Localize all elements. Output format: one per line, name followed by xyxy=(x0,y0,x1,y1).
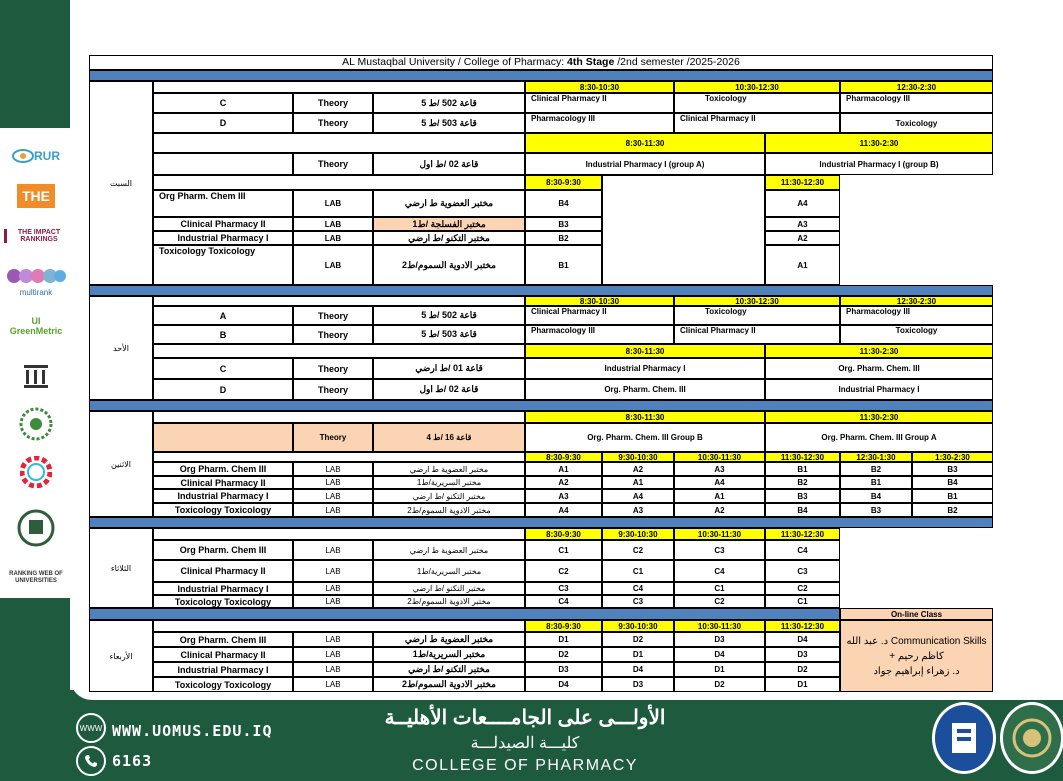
lab-group-code: B1 xyxy=(525,245,602,285)
class-type: Theory xyxy=(293,113,373,133)
institution-icon xyxy=(4,360,68,392)
lab-subject: Clinical Pharmacy II xyxy=(153,476,293,489)
time-header: 11:30-12:30 xyxy=(765,175,840,190)
room: مختبر العضوية ط ارضي xyxy=(373,190,525,217)
lab-group-code: A2 xyxy=(525,476,602,489)
day-label-tuesday: الثلاثاء xyxy=(89,528,153,608)
class-type: LAB xyxy=(293,190,373,217)
lab-group-code: B3 xyxy=(525,217,602,231)
time-header: 12:30-2:30 xyxy=(840,296,993,306)
lab-group-code: D1 xyxy=(674,662,765,677)
phone-number[interactable]: 6163 xyxy=(112,752,153,770)
subject-cell: Toxicology xyxy=(674,306,840,325)
lab-group-code: B2 xyxy=(840,462,912,476)
subject-cell: Toxicology xyxy=(674,93,840,113)
lab-group-code: C1 xyxy=(602,560,674,582)
lab-group-code: A4 xyxy=(525,503,602,517)
lab-group-code: D4 xyxy=(602,662,674,677)
subject-cell: Industrial Pharmacy I (group A) xyxy=(525,153,765,175)
time-header: 1:30-2:30 xyxy=(912,452,993,462)
header-blank xyxy=(153,81,525,93)
lab-group-code: C4 xyxy=(674,560,765,582)
class-type: LAB xyxy=(293,540,373,560)
class-type: LAB xyxy=(293,231,373,245)
website-link[interactable]: WWW.UOMUS.EDU.IQ xyxy=(112,722,273,740)
day-separator xyxy=(89,400,993,411)
room: مختبر التكنو /ط ارضي xyxy=(373,582,525,595)
lab-group-code: D4 xyxy=(525,677,602,692)
class-type: Theory xyxy=(293,325,373,344)
lab-subject: Org Pharm. Chem III xyxy=(153,632,293,647)
class-type: Theory xyxy=(293,306,373,325)
sdg-wheel-icon xyxy=(4,454,68,490)
time-header: 9:30-10:30 xyxy=(602,620,674,632)
room: مختبر التكنو /ط ارضي xyxy=(373,231,525,245)
rur-logo: RUR xyxy=(4,136,68,176)
time-header: 11:30-2:30 xyxy=(765,133,993,153)
group-label: C xyxy=(153,93,293,113)
day-label-monday: الاثنين xyxy=(89,411,153,517)
subject-cell: Clinical Pharmacy II xyxy=(674,325,840,344)
class-type: LAB xyxy=(293,245,373,285)
time-header: 8:30-11:30 xyxy=(525,344,765,358)
lab-group-code: B4 xyxy=(765,503,840,517)
footer-english-college: COLLEGE OF PHARMACY xyxy=(412,757,638,774)
lab-subject: Org Pharm. Chem III xyxy=(153,190,293,217)
lab-group-code: C1 xyxy=(765,595,840,608)
subject-cell: Org. Pharm. Chem. III xyxy=(765,358,993,379)
lab-subject: Industrial Pharmacy I xyxy=(153,662,293,677)
room: مختبر التكنو /ط ارضي xyxy=(373,662,525,677)
multirank-circles-icon xyxy=(6,265,66,287)
group-label: D xyxy=(153,113,293,133)
time-header: 10:30-12:30 xyxy=(674,296,840,306)
lab-group-code: B1 xyxy=(840,476,912,489)
group-label xyxy=(153,153,293,175)
subject-cell: Pharmacology III xyxy=(525,113,674,133)
lab-group-code: B4 xyxy=(912,476,993,489)
lab-group-code: B4 xyxy=(840,489,912,503)
room: مختبر العضوية ط ارضي xyxy=(373,632,525,647)
subject-cell: Industrial Pharmacy I xyxy=(765,379,993,400)
lab-group-code: A2 xyxy=(765,231,840,245)
time-header: 8:30-9:30 xyxy=(525,452,602,462)
lab-group-code: D4 xyxy=(674,647,765,662)
lab-group-code: C2 xyxy=(525,560,602,582)
time-header: 8:30-10:30 xyxy=(525,81,674,93)
class-type: Theory xyxy=(293,358,373,379)
class-type: Theory xyxy=(293,153,373,175)
lab-group-code: B3 xyxy=(912,462,993,476)
lab-group-code: D1 xyxy=(525,632,602,647)
subject-cell: Toxicology xyxy=(840,325,993,344)
ranking-logo-strip xyxy=(0,128,72,598)
group-label: C xyxy=(153,358,293,379)
lab-group-code: B1 xyxy=(912,489,993,503)
lab-group-code: A2 xyxy=(602,462,674,476)
globe-icon: WWW xyxy=(76,713,106,743)
class-type: Theory xyxy=(293,423,373,452)
lab-group-code: C4 xyxy=(602,582,674,595)
lab-group-code: B2 xyxy=(912,503,993,517)
lab-group-code: A2 xyxy=(674,503,765,517)
room: مختبر الادوية السموم/ط2 xyxy=(373,595,525,608)
room: مختبر السريرية/ط1 xyxy=(373,560,525,582)
room: قاعة 02 /ط اول xyxy=(373,379,525,400)
time-header: 10:30-11:30 xyxy=(674,528,765,540)
lab-subject: Toxicology Toxicology xyxy=(153,245,293,285)
day-separator xyxy=(89,70,993,81)
time-header: 9:30-10:30 xyxy=(602,528,674,540)
lab-group-code: A4 xyxy=(674,476,765,489)
room: مختبر العضوية ط ارضي xyxy=(373,462,525,476)
subject-cell: Pharmacology III xyxy=(840,93,993,113)
lab-subject: Org Pharm. Chem III xyxy=(153,540,293,560)
lab-subject: Clinical Pharmacy II xyxy=(153,647,293,662)
subject-cell: Toxicology xyxy=(840,113,993,133)
group-label: A xyxy=(153,306,293,325)
time-header: 10:30-12:30 xyxy=(674,81,840,93)
class-type: LAB xyxy=(293,217,373,231)
class-type: LAB xyxy=(293,632,373,647)
room: مختبر الادوية السموم/ط2 xyxy=(373,245,525,285)
multirank-label: multirank xyxy=(19,287,53,297)
room: مختبر الادوية السموم/ط2 xyxy=(373,677,525,692)
subject-cell: Clinical Pharmacy II xyxy=(525,93,674,113)
lab-group-code: A4 xyxy=(602,489,674,503)
lab-group-code: C3 xyxy=(674,540,765,560)
footer-arabic-college: كليـــة الصيدلـــة xyxy=(470,735,580,752)
time-header: 11:30-2:30 xyxy=(765,344,993,358)
time-header: 10:30-11:30 xyxy=(674,452,765,462)
subject-cell: Industrial Pharmacy I xyxy=(525,358,765,379)
class-type: LAB xyxy=(293,595,373,608)
college-seal-icon xyxy=(1000,702,1063,774)
subject-cell: Pharmacology III xyxy=(525,325,674,344)
phone-icon xyxy=(76,746,106,776)
time-header: 11:30-12:30 xyxy=(765,528,840,540)
lab-group-code: D3 xyxy=(525,662,602,677)
online-class-cell: د. عبد الله Communication Skills + كاظم رحيم د. زهراء إبراهيم جواد xyxy=(840,620,993,692)
group-label: D xyxy=(153,379,293,400)
lab-group-code: C3 xyxy=(602,595,674,608)
time-header: 8:30-9:30 xyxy=(525,528,602,540)
university-seal-icon xyxy=(932,702,996,774)
header-blank xyxy=(153,344,525,358)
arab-universities-logo xyxy=(4,403,68,445)
lab-group-code: D2 xyxy=(525,647,602,662)
subject-cell: Pharmacology III xyxy=(840,306,993,325)
group-label xyxy=(153,423,293,452)
time-header: 8:30-9:30 xyxy=(525,620,602,632)
lab-group-code: D3 xyxy=(674,632,765,647)
eye-icon xyxy=(12,145,34,167)
header-blank xyxy=(153,411,525,423)
lab-subject: Toxicology Toxicology xyxy=(153,677,293,692)
lab-group-code: C1 xyxy=(525,540,602,560)
lab-group-code: D2 xyxy=(674,677,765,692)
subject-cell: Clinical Pharmacy II xyxy=(674,113,840,133)
room: قاعة 503 /ط 5 xyxy=(373,325,525,344)
lab-group-code: A1 xyxy=(674,489,765,503)
lab-group-code: B2 xyxy=(765,476,840,489)
lab-group-code: A4 xyxy=(765,190,840,217)
time-header: 8:30-10:30 xyxy=(525,296,674,306)
lab-group-code: B1 xyxy=(765,462,840,476)
day-label-saturday: السبت xyxy=(89,81,153,285)
class-type: LAB xyxy=(293,462,373,476)
time-header: 10:30-11:30 xyxy=(674,620,765,632)
room: قاعة 01 /ط ارضي xyxy=(373,358,525,379)
room: قاعة 502 /ط 5 xyxy=(373,93,525,113)
lab-subject: Clinical Pharmacy II xyxy=(153,217,293,231)
time-header: 12:30-2:30 xyxy=(840,81,993,93)
lab-group-code: D3 xyxy=(765,647,840,662)
lab-subject: Toxicology Toxicology xyxy=(153,595,293,608)
lab-subject: Toxicology Toxicology xyxy=(153,503,293,517)
lab-group-code: C4 xyxy=(765,540,840,560)
lab-group-code: C4 xyxy=(525,595,602,608)
header-blank xyxy=(153,175,525,190)
class-type: LAB xyxy=(293,503,373,517)
time-header: 8:30-11:30 xyxy=(525,133,765,153)
footer-arabic-title: الأولـــى على الجامــــعات الأهليــة xyxy=(384,707,666,729)
subject-cell: Clinical Pharmacy II xyxy=(525,306,674,325)
lab-group-code: D1 xyxy=(765,677,840,692)
header-blank xyxy=(153,620,525,632)
room: قاعة 503 /ط 5 xyxy=(373,113,525,133)
time-header: 11:30-12:30 xyxy=(765,452,840,462)
time-header: 11:30-12:30 xyxy=(765,620,840,632)
lab-group-code: A3 xyxy=(602,503,674,517)
lab-group-code: D2 xyxy=(765,662,840,677)
class-type: LAB xyxy=(293,476,373,489)
day-separator xyxy=(89,608,840,620)
subject-cell: Industrial Pharmacy I (group B) xyxy=(765,153,993,175)
room: مختبر العضوية ط ارضي xyxy=(373,540,525,560)
room: مختبر السريرية/ط1 xyxy=(373,476,525,489)
class-type: LAB xyxy=(293,489,373,503)
lab-group-code: B4 xyxy=(525,190,602,217)
day-label-wednesday: الأربعاء xyxy=(89,620,153,692)
room: مختبر الفسلجة /ط1 xyxy=(373,217,525,231)
lab-group-code: D1 xyxy=(602,647,674,662)
time-header: 9:30-10:30 xyxy=(602,452,674,462)
class-type: LAB xyxy=(293,560,373,582)
lab-group-code: B3 xyxy=(840,503,912,517)
lab-group-code: C3 xyxy=(525,582,602,595)
lab-group-code: A1 xyxy=(765,245,840,285)
room: مختبر السريرية/ط1 xyxy=(373,647,525,662)
time-header: 8:30-11:30 xyxy=(525,411,765,423)
room: مختبر التكنو /ط ارضي xyxy=(373,489,525,503)
lab-subject: Industrial Pharmacy I xyxy=(153,489,293,503)
header-blank xyxy=(153,133,525,153)
arab-engineers-logo xyxy=(4,500,68,560)
day-separator xyxy=(89,517,993,528)
lab-group-code: A3 xyxy=(525,489,602,503)
day-separator xyxy=(89,285,993,296)
online-class-header: On-line Class xyxy=(840,608,993,620)
class-type: LAB xyxy=(293,662,373,677)
lab-group-code: C3 xyxy=(765,560,840,582)
class-type: Theory xyxy=(293,93,373,113)
lab-group-code: C2 xyxy=(602,540,674,560)
lab-subject: Industrial Pharmacy I xyxy=(153,582,293,595)
room: قاعة 502 /ط 5 xyxy=(373,306,525,325)
class-type: LAB xyxy=(293,677,373,692)
class-type: Theory xyxy=(293,379,373,400)
lab-subject: Industrial Pharmacy I xyxy=(153,231,293,245)
the-impact-logo: THE IMPACT RANKINGS xyxy=(4,222,68,250)
day-label-sunday: الأحد xyxy=(89,296,153,400)
header-blank xyxy=(153,452,525,462)
lab-group-code: C1 xyxy=(674,582,765,595)
greenmetric-logo: UI GreenMetric xyxy=(9,316,63,336)
lab-group-code: A1 xyxy=(602,476,674,489)
lab-subject: Org Pharm. Chem III xyxy=(153,462,293,476)
time-header: 8:30-9:30 xyxy=(525,175,602,190)
subject-cell: Org. Pharm. Chem. III Group B xyxy=(525,423,765,452)
group-label: B xyxy=(153,325,293,344)
room: قاعة 02 /ط اول xyxy=(373,153,525,175)
lab-group-code: B2 xyxy=(525,231,602,245)
subject-cell: Org. Pharm. Chem. III xyxy=(525,379,765,400)
header-blank xyxy=(153,296,525,306)
lab-group-code: C2 xyxy=(674,595,765,608)
lab-group-code: A3 xyxy=(765,217,840,231)
schedule-title: AL Mustaqbal University / College of Pharmacy: 4th Stage /2nd semester /2025-2026 xyxy=(89,55,993,70)
room: قاعة 16 /ط 4 xyxy=(373,423,525,452)
the-logo: THE xyxy=(4,180,68,212)
room: مختبر الادوية السموم/ط2 xyxy=(373,503,525,517)
class-type: LAB xyxy=(293,647,373,662)
subject-cell: Org. Pharm. Chem. III Group A xyxy=(765,423,993,452)
lab-group-code: D3 xyxy=(602,677,674,692)
empty-slot xyxy=(602,175,765,285)
ranking-web-logo: RANKING WEB OF UNIVERSITIES xyxy=(9,571,63,584)
lab-group-code: D2 xyxy=(602,632,674,647)
lab-group-code: D4 xyxy=(765,632,840,647)
header-blank xyxy=(153,528,525,540)
time-header: 12:30-1:30 xyxy=(840,452,912,462)
lab-group-code: A3 xyxy=(674,462,765,476)
lab-group-code: C2 xyxy=(765,582,840,595)
time-header: 11:30-2:30 xyxy=(765,411,993,423)
lab-group-code: B3 xyxy=(765,489,840,503)
lab-subject: Clinical Pharmacy II xyxy=(153,560,293,582)
lab-group-code: A1 xyxy=(525,462,602,476)
class-type: LAB xyxy=(293,582,373,595)
